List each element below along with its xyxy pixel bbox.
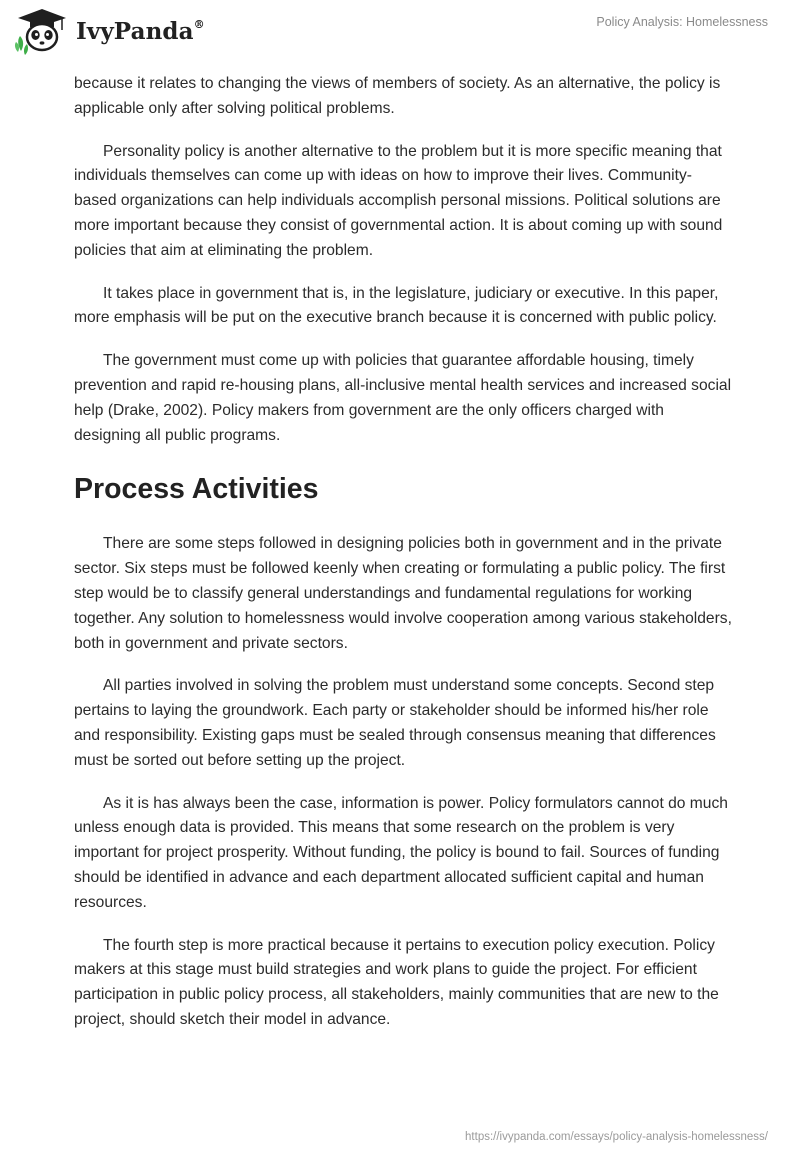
brand-logo[interactable] xyxy=(14,6,205,56)
registered-mark: ® xyxy=(193,17,205,31)
paragraph: All parties involved in solving the problem must understand some concepts. Second step pertains to laying the groundwork. Each party or stakeholder should be informed his/her role and responsibility. Existing gaps must be sealed through consensus meaning that differences must be sorted out before setting up the project. xyxy=(74,677,716,769)
source-url[interactable]: https://ivypanda.com/essays/policy-analysis-homelessness/ xyxy=(465,1131,768,1143)
brand-name xyxy=(76,18,205,45)
paragraph: As it is has always been the case, information is power. Policy formulators cannot do much unless enough data is provided. This means that some research on the problem is very important for project prosperity. Without funding, the policy is bound to fail. Sources of funding should be identified in advance and each department allocated sufficient capital and human resources. xyxy=(74,794,728,911)
essay-body xyxy=(74,72,734,1051)
paragraph: Personality policy is another alternative to the problem but it is more specific meaning that individuals themselves can come up with ideas on how to improve their lives. Community-based organizations can help individuals accomplish personal missions. Political solutions are more important because they consist of governmental action. It is about coming up with sound policies that aim at eliminating the problem. xyxy=(74,142,723,259)
document-title: Policy Analysis: Homelessness xyxy=(596,15,768,29)
paragraph: There are some steps followed in designing policies both in government and in the private sector. Six steps must be followed keenly when creating or formulating a public policy. The first step would be to classify general understandings and fundamental regulations for working together. Any solution to homelessness would involve cooperation among various stakeholders, both in government and private sectors. xyxy=(74,535,732,652)
paragraph: The government must come up with policies that guarantee affordable housing, timely prevention and rapid re-housing plans, all-inclusive mental health services and increased social help (Drake, 2002). Policy makers from government are the only officers charged with designing all public programs. xyxy=(74,352,732,444)
paragraph: because it relates to changing the views of members of society. As an alternative, the policy is applicable only after solving political problems. xyxy=(74,75,721,117)
panda-graduate-icon xyxy=(14,6,70,56)
page-header xyxy=(0,0,800,66)
brand-name-text: IvyPanda xyxy=(76,17,194,45)
section-heading: Process Activities xyxy=(74,473,319,506)
paragraph: The fourth step is more practical because it pertains to execution policy execution. Policy makers at this stage must build strategies and work plans to guide the project. For efficient participation in public policy process, all stakeholders, mainly communities that are new to the project, should sketch their model in advance. xyxy=(74,936,719,1028)
paragraph: It takes place in government that is, in the legislature, judiciary or executive. In this paper, more emphasis will be put on the executive branch because it is concerned with public policy. xyxy=(74,284,719,327)
